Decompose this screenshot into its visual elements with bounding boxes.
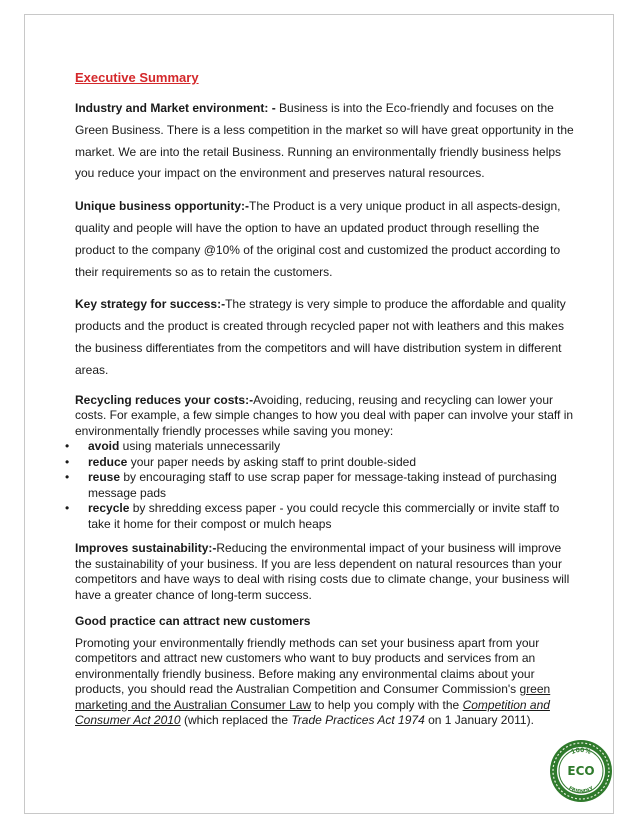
badge-bottom-text: FRIENDLY: [567, 785, 595, 796]
lower-sections: [65, 392, 575, 729]
bullet-term: recycle: [88, 501, 130, 516]
strategy-heading: Key strategy for success:-: [75, 297, 226, 312]
bullet-icon: •: [65, 470, 70, 485]
bullet-term: reuse: [88, 470, 121, 485]
eco-friendly-badge-icon: [548, 738, 614, 804]
bullet-icon: •: [65, 439, 70, 454]
industry-heading: Industry and Market environment: -: [75, 101, 280, 115]
trade-practices-act-title: Trade Practices Act 1974: [291, 713, 425, 728]
recycling-paragraph: [75, 393, 575, 440]
document-title: Executive Summary: [75, 70, 199, 85]
strategy-text: The strategy is very simple to produce the affordable and quality products and the product is created through recycled paper not with leathers and this makes the business differentiates from the competitors and will have distribution system in different areas.: [75, 297, 566, 377]
industry-paragraph: [75, 98, 575, 185]
bullet-icon: •: [65, 454, 70, 469]
green-marketing-link[interactable]: green marketing and the Australian Consumer Law: [75, 682, 551, 712]
bullet-term: reduce: [88, 454, 128, 469]
good-practice-paragraph: [75, 636, 575, 729]
bullet-icon: •: [65, 501, 70, 516]
recycling-text: Avoiding, reducing, reusing and recycling can lower your costs. For example, a few simple changes to how you deal with paper can involve your staff in environmentally friendly processes while saving you money:: [75, 392, 574, 438]
unique-paragraph: [75, 196, 575, 283]
top-sections: [75, 98, 575, 382]
good-practice-text-2: to help you comply with the: [311, 697, 463, 712]
list-item: [65, 454, 575, 471]
sustainability-paragraph: [75, 541, 575, 603]
badge-top-text: 100%: [570, 746, 592, 756]
unique-heading: Unique business opportunity:-: [75, 199, 249, 214]
list-item: [65, 501, 575, 532]
strategy-paragraph: [75, 294, 575, 381]
bullet-text: by shredding excess paper - you could recycle this commercially or invite staff to take it home for their compost or mulch heaps: [88, 501, 560, 531]
sustainability-heading: Improves sustainability:-: [75, 541, 217, 556]
unique-text: The Product is a very unique product in all aspects-design, quality and people will have the option to have an updated product through reselling the product to the company @10% of the original cost and customized the product according to their requirements so as to retain the customers.: [75, 199, 561, 279]
bullet-text: your paper needs by asking staff to print double-sided: [127, 454, 416, 469]
industry-text: Business is into the Eco-friendly and focuses on the Green Business. There is a less competition in the market so will have great opportunity in the market. We are into the retail Business. Running an environmentally friendly business helps you reduce your impact on the environment and preserves natural resources.: [75, 101, 574, 181]
good-practice-text-4: on 1 January 2011).: [424, 713, 534, 728]
bullet-text: by encouraging staff to use scrap paper for message-taking instead of purchasing message pads: [88, 470, 557, 500]
document-body: [65, 70, 575, 729]
badge-main-text: ECO: [567, 764, 595, 778]
good-practice-heading-text: Good practice can attract new customers: [75, 614, 311, 629]
bullet-text: using materials unnecessarily: [119, 439, 281, 454]
competition-act-link[interactable]: Competition and Consumer Act 2010: [75, 697, 550, 728]
sustainability-text: Reducing the environmental impact of your business will improve the sustainability of your business. If you are less dependent on natural resources than your competitors and have ways to deal with rising costs due to climate change, your business will have a greater chance of long-term success.: [75, 541, 570, 602]
recycling-bullet-list: [65, 439, 575, 532]
good-practice-heading: [75, 614, 575, 630]
list-item: [65, 470, 575, 501]
list-item: [65, 439, 575, 455]
good-practice-text-3: (which replaced the: [180, 713, 292, 728]
good-practice-text: Promoting your environmentally friendly methods can set your business apart from your competitors and attract new customers who want to buy products and services from an environmentally friendly business. Before making any environmental claims about your products, you should read the Australian Competition and Consumer Commission's: [75, 635, 540, 697]
bullet-term: avoid: [88, 439, 120, 454]
recycling-heading: Recycling reduces your costs:-: [75, 392, 254, 407]
